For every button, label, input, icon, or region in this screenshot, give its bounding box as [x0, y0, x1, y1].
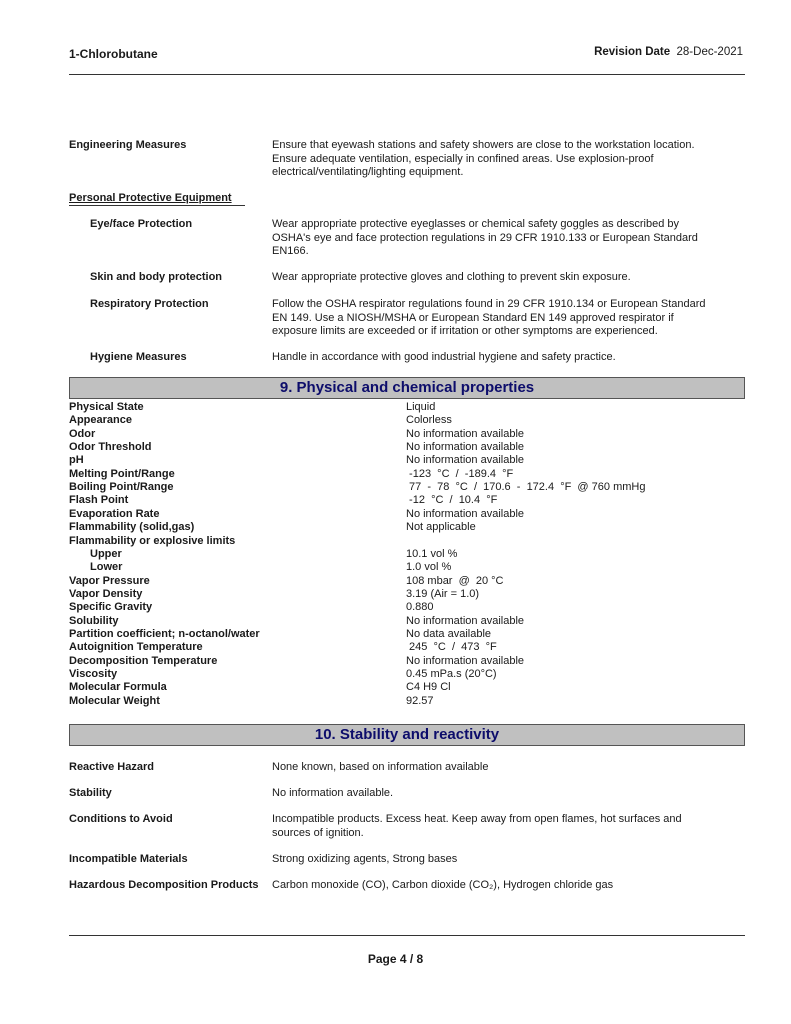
property-row	[69, 494, 749, 507]
property-value: No information available	[406, 454, 525, 467]
property-row	[69, 428, 749, 441]
property-value: -123 °C / -189.4 °F	[406, 467, 514, 480]
ppe-underline	[69, 205, 245, 206]
property-label: Odor Threshold	[69, 441, 152, 454]
text-line: electrical/ventilating/lighting equipment.	[272, 166, 464, 178]
property-label: Appearance	[69, 414, 132, 427]
property-row	[69, 481, 749, 494]
text-line: Follow the OSHA respirator regulations found in 29 CFR 1910.134 or European Standard	[272, 298, 706, 310]
text-line: Ensure adequate ventilation, especially in confined areas. Use explosion-proof	[272, 152, 654, 165]
stability-text	[272, 787, 393, 801]
revision-label: Revision Date	[594, 46, 671, 58]
property-label: Autoignition Temperature	[69, 641, 203, 654]
revision-date-value: 28-Dec-2021	[676, 46, 743, 58]
property-label: Flammability or explosive limits	[69, 534, 236, 547]
property-label: Vapor Pressure	[69, 574, 150, 587]
property-label: Flammability (solid,gas)	[69, 521, 195, 534]
text-line: exposure limits are exceeded or if irritation or other symptoms are experienced.	[272, 325, 658, 337]
property-value: 77 - 78 °C / 170.6 - 172.4 °F @ 760 mmHg	[406, 481, 646, 494]
property-row	[69, 454, 749, 467]
property-row	[69, 601, 749, 614]
property-label: pH	[69, 454, 84, 467]
property-row	[69, 468, 749, 481]
text-line: Handle in accordance with good industrial hygiene and safety practice.	[272, 351, 616, 363]
property-row	[69, 588, 749, 601]
hazardous-decomp-text	[272, 879, 613, 893]
reactive-hazard-text	[272, 761, 488, 775]
ppe-heading: Personal Protective Equipment	[69, 192, 232, 204]
property-row	[69, 641, 749, 654]
property-value: No information available	[406, 427, 525, 440]
hygiene-text	[272, 351, 616, 365]
property-label: Flash Point	[69, 494, 129, 507]
reactive-hazard-label: Reactive Hazard	[69, 761, 154, 773]
property-value: No information available	[406, 614, 525, 627]
property-row	[69, 548, 749, 561]
property-row	[69, 561, 749, 574]
property-label: Lower	[90, 561, 123, 574]
hygiene-label: Hygiene Measures	[90, 351, 187, 363]
property-value: -12 °C / 10.4 °F	[406, 494, 498, 507]
eye-face-label: Eye/face Protection	[90, 218, 193, 230]
property-value: 245 °C / 473 °F	[406, 641, 497, 654]
property-value: 3.19 (Air = 1.0)	[406, 587, 480, 600]
text-line: EN166.	[272, 245, 309, 257]
property-row	[69, 615, 749, 628]
text-line: Carbon monoxide (CO), Carbon dioxide (CO₂), Hydrogen chloride gas	[272, 879, 614, 891]
property-label: Odor	[69, 427, 96, 440]
incompatible-label: Incompatible Materials	[69, 853, 188, 865]
respiratory-label: Respiratory Protection	[90, 298, 209, 310]
respiratory-text	[272, 298, 706, 339]
property-row	[69, 655, 749, 668]
stability-label: Stability	[69, 787, 112, 799]
property-row	[69, 695, 749, 708]
property-row	[69, 401, 749, 414]
property-value: No information available	[406, 507, 525, 520]
property-label: Molecular Weight	[69, 694, 160, 707]
property-row	[69, 535, 749, 548]
property-label: Specific Gravity	[69, 601, 153, 614]
engineering-measures-label: Engineering Measures	[69, 139, 187, 151]
revision-date	[594, 46, 743, 58]
property-value: 1.0 vol %	[406, 561, 452, 574]
text-line: Strong oxidizing agents, Strong bases	[272, 853, 458, 865]
property-value: 10.1 vol %	[406, 547, 458, 560]
property-label: Molecular Formula	[69, 681, 167, 694]
skin-body-label: Skin and body protection	[90, 271, 223, 283]
text-line: sources of ignition.	[272, 826, 364, 839]
eye-face-text	[272, 218, 698, 259]
text-line: Ensure that eyewash stations and safety showers are close to the workstation location.	[272, 139, 695, 151]
property-row	[69, 508, 749, 521]
text-line: No information available.	[272, 787, 394, 799]
footer-divider	[69, 935, 745, 936]
text-line: Wear appropriate protective gloves and clothing to prevent skin exposure.	[272, 271, 631, 283]
property-label: Solubility	[69, 614, 119, 627]
property-label: Physical State	[69, 401, 144, 413]
text-line: EN 149. Use a NIOSH/MSHA or European Standard EN 149 approved respirator if	[272, 311, 674, 324]
conditions-text	[272, 813, 682, 840]
engineering-measures-text	[272, 139, 695, 180]
property-value: 108 mbar @ 20 °C	[406, 574, 504, 587]
hazardous-decomp-label: Hazardous Decomposition Products	[69, 879, 259, 891]
property-label: Melting Point/Range	[69, 467, 175, 480]
section-10-header: 10. Stability and reactivity	[69, 724, 745, 746]
conditions-label: Conditions to Avoid	[69, 813, 173, 825]
product-name: 1-Chlorobutane	[69, 47, 158, 61]
skin-body-text	[272, 271, 631, 285]
property-value: No information available	[406, 441, 525, 454]
incompatible-text	[272, 853, 457, 867]
property-label: Upper	[90, 547, 122, 560]
property-value: No data available	[406, 627, 492, 640]
text-line: None known, based on information available	[272, 761, 489, 773]
property-row	[69, 441, 749, 454]
property-row	[69, 414, 749, 427]
page-number: Page 4 / 8	[367, 952, 424, 966]
property-value: C4 H9 Cl	[406, 681, 451, 694]
property-label: Viscosity	[69, 668, 118, 680]
property-value: Not applicable	[406, 521, 476, 534]
property-row	[69, 668, 749, 681]
property-row	[69, 628, 749, 641]
property-label: Partition coefficient; n-octanol/water	[69, 627, 260, 640]
property-value: 0.45 mPa.s (20°C)	[406, 668, 497, 680]
section-9-header: 9. Physical and chemical properties	[69, 377, 745, 399]
property-row	[69, 575, 749, 588]
text-line: OSHA's eye and face protection regulations in 29 CFR 1910.133 or European Standard	[272, 231, 698, 244]
property-value: Liquid	[406, 401, 436, 413]
text-line: Wear appropriate protective eyeglasses or chemical safety goggles as described by	[272, 218, 680, 230]
property-value: No information available	[406, 654, 525, 667]
property-value: 0.880	[406, 601, 434, 614]
property-label: Boiling Point/Range	[69, 481, 174, 494]
property-value: Colorless	[406, 414, 452, 427]
property-value: 92.57	[406, 694, 434, 707]
header-divider	[69, 74, 745, 75]
property-label: Vapor Density	[69, 587, 143, 600]
property-row	[69, 681, 749, 694]
text-line: Incompatible products. Excess heat. Keep away from open flames, hot surfaces and	[272, 813, 682, 825]
property-label: Evaporation Rate	[69, 507, 160, 520]
property-label: Decomposition Temperature	[69, 654, 218, 667]
property-row	[69, 521, 749, 534]
